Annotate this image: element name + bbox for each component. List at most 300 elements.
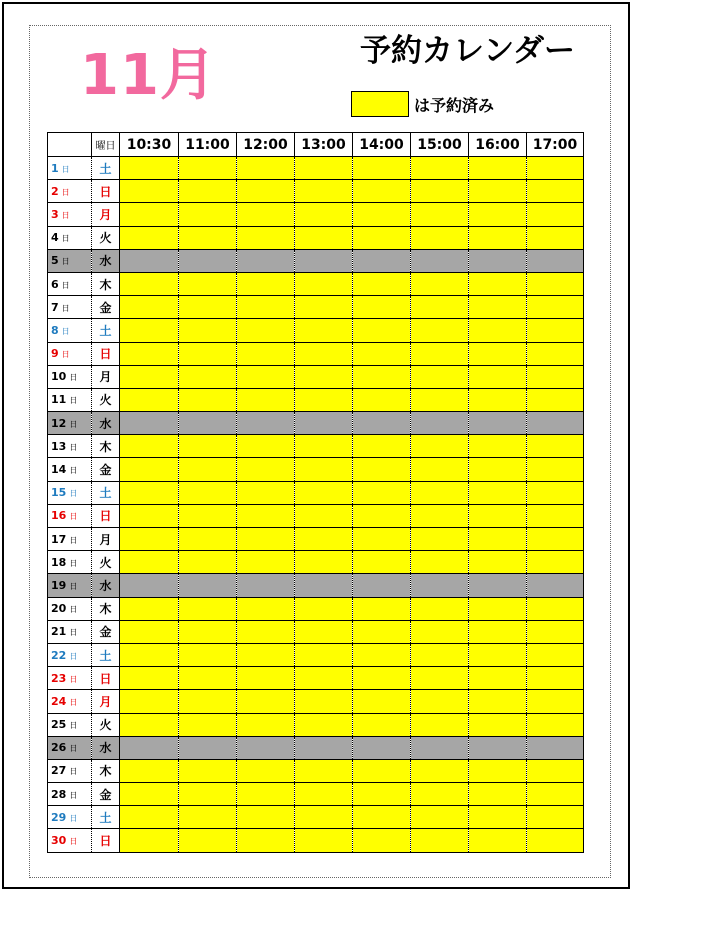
slot-closed[interactable] [179, 574, 237, 597]
slot-closed[interactable] [353, 412, 411, 435]
slot-booked[interactable] [353, 759, 411, 782]
slot-booked[interactable] [353, 829, 411, 852]
slot-booked[interactable] [469, 226, 527, 249]
slot-booked[interactable] [527, 481, 584, 504]
slot-booked[interactable] [353, 528, 411, 551]
day-row [48, 759, 584, 782]
slot-booked[interactable] [411, 759, 469, 782]
slot-booked[interactable] [237, 643, 295, 666]
slot-closed[interactable] [353, 574, 411, 597]
slot-booked[interactable] [469, 504, 527, 527]
day-number: 11 [51, 393, 67, 407]
slot-booked[interactable] [237, 203, 295, 226]
slot-closed[interactable] [237, 574, 295, 597]
slot-booked[interactable] [179, 551, 237, 574]
slot-booked[interactable] [527, 597, 584, 620]
day-weekday: 金 [92, 783, 120, 806]
slot-closed[interactable] [120, 249, 179, 272]
slot-booked[interactable] [527, 551, 584, 574]
slot-booked[interactable] [237, 388, 295, 411]
slot-booked[interactable] [179, 157, 237, 180]
slot-booked[interactable] [237, 296, 295, 319]
slot-booked[interactable] [353, 272, 411, 295]
slot-booked[interactable] [353, 203, 411, 226]
slot-closed[interactable] [120, 574, 179, 597]
slot-booked[interactable] [237, 435, 295, 458]
slot-booked[interactable] [469, 180, 527, 203]
day-suffix: 日 [61, 280, 70, 290]
day-number: 20 [51, 602, 67, 616]
slot-booked[interactable] [527, 806, 584, 829]
slot-booked[interactable] [237, 342, 295, 365]
slot-booked[interactable] [295, 272, 353, 295]
slot-booked[interactable] [120, 667, 179, 690]
slot-booked[interactable] [469, 829, 527, 852]
slot-booked[interactable] [295, 643, 353, 666]
slot-booked[interactable] [237, 365, 295, 388]
slot-booked[interactable] [237, 690, 295, 713]
slot-booked[interactable] [120, 713, 179, 736]
slot-closed[interactable] [527, 412, 584, 435]
day-row [48, 435, 584, 458]
slot-booked[interactable] [527, 157, 584, 180]
slot-booked[interactable] [411, 296, 469, 319]
slot-booked[interactable] [295, 620, 353, 643]
slot-booked[interactable] [237, 713, 295, 736]
slot-booked[interactable] [237, 157, 295, 180]
day-suffix: 日 [69, 721, 78, 731]
slot-booked[interactable] [179, 203, 237, 226]
slot-booked[interactable] [237, 458, 295, 481]
slot-booked[interactable] [120, 806, 179, 829]
slot-booked[interactable] [527, 783, 584, 806]
day-weekday: 月 [92, 690, 120, 713]
day-date-cell [48, 574, 92, 597]
slot-booked[interactable] [353, 481, 411, 504]
slot-booked[interactable] [411, 365, 469, 388]
slot-closed[interactable] [353, 736, 411, 759]
slot-booked[interactable] [179, 528, 237, 551]
day-number: 25 [51, 718, 67, 732]
slot-booked[interactable] [527, 226, 584, 249]
day-suffix: 日 [69, 466, 78, 476]
slot-booked[interactable] [411, 551, 469, 574]
slot-booked[interactable] [469, 388, 527, 411]
slot-booked[interactable] [179, 806, 237, 829]
slot-booked[interactable] [527, 643, 584, 666]
slot-booked[interactable] [353, 458, 411, 481]
slot-booked[interactable] [353, 180, 411, 203]
slot-booked[interactable] [120, 157, 179, 180]
slot-booked[interactable] [237, 180, 295, 203]
slot-booked[interactable] [237, 319, 295, 342]
slot-booked[interactable] [469, 643, 527, 666]
day-weekday: 火 [92, 226, 120, 249]
slot-booked[interactable] [295, 829, 353, 852]
day-number: 1 [51, 161, 59, 175]
slot-booked[interactable] [411, 597, 469, 620]
slot-booked[interactable] [469, 597, 527, 620]
day-weekday: 土 [92, 319, 120, 342]
slot-closed[interactable] [527, 249, 584, 272]
day-weekday: 土 [92, 806, 120, 829]
slot-closed[interactable] [469, 736, 527, 759]
slot-booked[interactable] [179, 342, 237, 365]
slot-booked[interactable] [120, 643, 179, 666]
slot-booked[interactable] [527, 272, 584, 295]
slot-booked[interactable] [120, 272, 179, 295]
slot-closed[interactable] [295, 736, 353, 759]
slot-booked[interactable] [120, 829, 179, 852]
day-date-cell [48, 226, 92, 249]
slot-booked[interactable] [295, 481, 353, 504]
slot-closed[interactable] [353, 249, 411, 272]
day-weekday: 火 [92, 713, 120, 736]
day-number: 10 [51, 370, 67, 384]
day-row [48, 272, 584, 295]
slot-booked[interactable] [411, 528, 469, 551]
slot-booked[interactable] [295, 667, 353, 690]
slot-booked[interactable] [527, 388, 584, 411]
slot-booked[interactable] [179, 690, 237, 713]
slot-booked[interactable] [469, 528, 527, 551]
slot-closed[interactable] [179, 412, 237, 435]
slot-booked[interactable] [120, 319, 179, 342]
slot-closed[interactable] [237, 249, 295, 272]
slot-booked[interactable] [295, 458, 353, 481]
day-row [48, 574, 584, 597]
slot-booked[interactable] [527, 203, 584, 226]
slot-booked[interactable] [179, 643, 237, 666]
slot-booked[interactable] [411, 690, 469, 713]
slot-booked[interactable] [179, 783, 237, 806]
slot-booked[interactable] [469, 806, 527, 829]
day-number: 18 [51, 555, 67, 569]
slot-closed[interactable] [469, 412, 527, 435]
slot-booked[interactable] [237, 667, 295, 690]
slot-booked[interactable] [527, 528, 584, 551]
slot-booked[interactable] [295, 226, 353, 249]
slot-closed[interactable] [120, 736, 179, 759]
slot-booked[interactable] [295, 157, 353, 180]
month-heading: 11月 [80, 43, 217, 108]
slot-booked[interactable] [120, 435, 179, 458]
slot-booked[interactable] [411, 504, 469, 527]
slot-booked[interactable] [179, 272, 237, 295]
slot-booked[interactable] [353, 504, 411, 527]
slot-booked[interactable] [353, 157, 411, 180]
slot-booked[interactable] [237, 783, 295, 806]
day-weekday: 水 [92, 736, 120, 759]
slot-booked[interactable] [469, 157, 527, 180]
slot-booked[interactable] [527, 759, 584, 782]
slot-booked[interactable] [469, 435, 527, 458]
slot-booked[interactable] [527, 690, 584, 713]
slot-closed[interactable] [411, 249, 469, 272]
slot-booked[interactable] [295, 806, 353, 829]
slot-closed[interactable] [179, 736, 237, 759]
slot-booked[interactable] [179, 713, 237, 736]
slot-booked[interactable] [295, 597, 353, 620]
slot-booked[interactable] [469, 365, 527, 388]
slot-closed[interactable] [295, 574, 353, 597]
slot-booked[interactable] [469, 759, 527, 782]
slot-booked[interactable] [237, 806, 295, 829]
day-row [48, 643, 584, 666]
slot-booked[interactable] [527, 620, 584, 643]
day-weekday: 金 [92, 458, 120, 481]
slot-booked[interactable] [353, 597, 411, 620]
slot-booked[interactable] [527, 458, 584, 481]
slot-booked[interactable] [411, 620, 469, 643]
slot-booked[interactable] [411, 388, 469, 411]
slot-booked[interactable] [179, 481, 237, 504]
slot-booked[interactable] [527, 829, 584, 852]
slot-booked[interactable] [179, 435, 237, 458]
slot-booked[interactable] [120, 342, 179, 365]
slot-booked[interactable] [527, 435, 584, 458]
slot-booked[interactable] [179, 829, 237, 852]
slot-booked[interactable] [295, 551, 353, 574]
day-row [48, 783, 584, 806]
slot-booked[interactable] [469, 620, 527, 643]
slot-booked[interactable] [120, 365, 179, 388]
day-row [48, 319, 584, 342]
slot-closed[interactable] [411, 412, 469, 435]
slot-booked[interactable] [295, 783, 353, 806]
header-time-slot: 15:00 [411, 133, 469, 157]
slot-closed[interactable] [527, 574, 584, 597]
day-weekday: 火 [92, 551, 120, 574]
day-weekday: 水 [92, 412, 120, 435]
slot-booked[interactable] [411, 319, 469, 342]
slot-booked[interactable] [179, 458, 237, 481]
slot-booked[interactable] [120, 388, 179, 411]
slot-booked[interactable] [237, 528, 295, 551]
slot-booked[interactable] [120, 551, 179, 574]
slot-booked[interactable] [469, 272, 527, 295]
slot-booked[interactable] [295, 435, 353, 458]
day-suffix: 日 [69, 790, 78, 800]
slot-booked[interactable] [353, 226, 411, 249]
day-row [48, 551, 584, 574]
day-suffix: 日 [61, 210, 70, 220]
slot-booked[interactable] [295, 759, 353, 782]
day-number: 19 [51, 578, 67, 592]
slot-booked[interactable] [353, 690, 411, 713]
slot-booked[interactable] [469, 342, 527, 365]
slot-booked[interactable] [527, 504, 584, 527]
slot-booked[interactable] [237, 481, 295, 504]
slot-closed[interactable] [179, 249, 237, 272]
slot-booked[interactable] [179, 319, 237, 342]
slot-booked[interactable] [353, 667, 411, 690]
slot-booked[interactable] [527, 713, 584, 736]
slot-booked[interactable] [353, 296, 411, 319]
day-row [48, 342, 584, 365]
slot-booked[interactable] [411, 342, 469, 365]
slot-booked[interactable] [527, 365, 584, 388]
slot-booked[interactable] [237, 597, 295, 620]
day-row [48, 528, 584, 551]
slot-closed[interactable] [120, 412, 179, 435]
slot-booked[interactable] [411, 226, 469, 249]
slot-booked[interactable] [237, 226, 295, 249]
slot-booked[interactable] [295, 203, 353, 226]
slot-booked[interactable] [237, 829, 295, 852]
slot-closed[interactable] [295, 249, 353, 272]
slot-booked[interactable] [411, 435, 469, 458]
slot-booked[interactable] [353, 388, 411, 411]
slot-booked[interactable] [295, 342, 353, 365]
day-date-cell [48, 783, 92, 806]
slot-booked[interactable] [469, 458, 527, 481]
slot-booked[interactable] [179, 180, 237, 203]
slot-closed[interactable] [469, 249, 527, 272]
day-date-cell [48, 643, 92, 666]
slot-booked[interactable] [353, 342, 411, 365]
day-number: 8 [51, 323, 59, 337]
slot-booked[interactable] [353, 435, 411, 458]
slot-booked[interactable] [411, 667, 469, 690]
slot-booked[interactable] [411, 713, 469, 736]
slot-booked[interactable] [411, 481, 469, 504]
slot-booked[interactable] [411, 829, 469, 852]
day-row [48, 157, 584, 180]
slot-booked[interactable] [411, 180, 469, 203]
slot-booked[interactable] [120, 783, 179, 806]
slot-closed[interactable] [411, 574, 469, 597]
slot-booked[interactable] [179, 365, 237, 388]
day-weekday: 金 [92, 620, 120, 643]
day-weekday: 木 [92, 435, 120, 458]
slot-booked[interactable] [237, 272, 295, 295]
slot-booked[interactable] [469, 783, 527, 806]
slot-booked[interactable] [120, 597, 179, 620]
slot-booked[interactable] [237, 504, 295, 527]
slot-booked[interactable] [120, 458, 179, 481]
slot-booked[interactable] [353, 643, 411, 666]
slot-booked[interactable] [411, 157, 469, 180]
day-weekday: 月 [92, 528, 120, 551]
slot-booked[interactable] [295, 180, 353, 203]
slot-booked[interactable] [179, 226, 237, 249]
slot-booked[interactable] [179, 759, 237, 782]
day-date-cell [48, 272, 92, 295]
slot-booked[interactable] [527, 667, 584, 690]
slot-booked[interactable] [469, 296, 527, 319]
slot-booked[interactable] [295, 504, 353, 527]
slot-booked[interactable] [469, 319, 527, 342]
slot-closed[interactable] [469, 574, 527, 597]
slot-booked[interactable] [120, 203, 179, 226]
slot-closed[interactable] [411, 736, 469, 759]
slot-booked[interactable] [179, 667, 237, 690]
slot-booked[interactable] [527, 296, 584, 319]
slot-closed[interactable] [237, 412, 295, 435]
day-weekday: 月 [92, 365, 120, 388]
slot-booked[interactable] [179, 388, 237, 411]
slot-booked[interactable] [469, 690, 527, 713]
day-row [48, 296, 584, 319]
slot-booked[interactable] [120, 180, 179, 203]
slot-booked[interactable] [237, 551, 295, 574]
slot-booked[interactable] [295, 296, 353, 319]
slot-booked[interactable] [411, 458, 469, 481]
slot-booked[interactable] [120, 528, 179, 551]
day-suffix: 日 [69, 813, 78, 823]
slot-booked[interactable] [353, 783, 411, 806]
day-number: 6 [51, 277, 59, 291]
slot-booked[interactable] [469, 667, 527, 690]
slot-booked[interactable] [295, 528, 353, 551]
slot-booked[interactable] [411, 643, 469, 666]
slot-booked[interactable] [120, 481, 179, 504]
day-suffix: 日 [69, 837, 78, 847]
slot-booked[interactable] [353, 806, 411, 829]
slot-booked[interactable] [120, 504, 179, 527]
slot-booked[interactable] [353, 620, 411, 643]
slot-booked[interactable] [120, 759, 179, 782]
day-date-cell [48, 620, 92, 643]
slot-booked[interactable] [120, 620, 179, 643]
slot-booked[interactable] [411, 806, 469, 829]
slot-booked[interactable] [179, 620, 237, 643]
slot-booked[interactable] [295, 319, 353, 342]
day-weekday: 火 [92, 388, 120, 411]
slot-booked[interactable] [295, 365, 353, 388]
slot-booked[interactable] [527, 342, 584, 365]
slot-booked[interactable] [469, 551, 527, 574]
slot-booked[interactable] [469, 481, 527, 504]
slot-booked[interactable] [179, 597, 237, 620]
slot-booked[interactable] [353, 713, 411, 736]
slot-booked[interactable] [295, 690, 353, 713]
slot-booked[interactable] [237, 759, 295, 782]
slot-closed[interactable] [295, 412, 353, 435]
day-number: 27 [51, 764, 67, 778]
slot-booked[interactable] [411, 783, 469, 806]
day-date-cell [48, 157, 92, 180]
slot-booked[interactable] [411, 203, 469, 226]
slot-booked[interactable] [120, 296, 179, 319]
slot-booked[interactable] [120, 226, 179, 249]
slot-booked[interactable] [179, 296, 237, 319]
slot-booked[interactable] [411, 272, 469, 295]
reservation-calendar-table [47, 132, 584, 853]
slot-booked[interactable] [353, 319, 411, 342]
slot-booked[interactable] [295, 713, 353, 736]
slot-booked[interactable] [527, 319, 584, 342]
slot-booked[interactable] [527, 180, 584, 203]
slot-booked[interactable] [179, 504, 237, 527]
slot-booked[interactable] [353, 365, 411, 388]
day-suffix: 日 [69, 489, 78, 499]
slot-booked[interactable] [237, 620, 295, 643]
day-weekday: 木 [92, 272, 120, 295]
slot-closed[interactable] [237, 736, 295, 759]
slot-booked[interactable] [295, 388, 353, 411]
slot-booked[interactable] [120, 690, 179, 713]
slot-booked[interactable] [469, 713, 527, 736]
slot-booked[interactable] [353, 551, 411, 574]
day-suffix: 日 [61, 303, 70, 313]
day-weekday: 土 [92, 643, 120, 666]
slot-booked[interactable] [469, 203, 527, 226]
day-weekday: 木 [92, 597, 120, 620]
slot-closed[interactable] [527, 736, 584, 759]
day-number: 28 [51, 787, 67, 801]
